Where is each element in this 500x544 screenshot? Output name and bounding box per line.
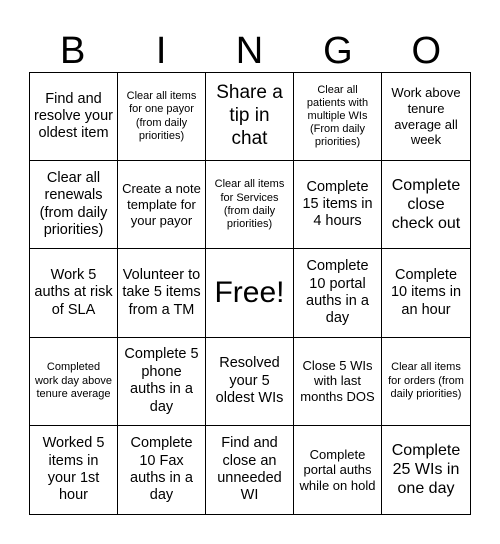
- bingo-cell[interactable]: Complete 10 portal auths in a day: [294, 249, 382, 337]
- bingo-cell[interactable]: Resolved your 5 oldest WIs: [206, 338, 294, 426]
- bingo-cell[interactable]: Clear all items for Services (from daily priorities): [206, 161, 294, 249]
- bingo-cell[interactable]: Clear all patients with multiple WIs (From daily priorities): [294, 73, 382, 161]
- bingo-cell[interactable]: Worked 5 items in your 1st hour: [30, 426, 118, 514]
- bingo-cell[interactable]: Volunteer to take 5 items from a TM: [118, 249, 206, 337]
- bingo-cell[interactable]: Complete 15 items in 4 hours: [294, 161, 382, 249]
- header-letter-i: I: [155, 30, 168, 72]
- bingo-cell[interactable]: Find and close an unneeded WI: [206, 426, 294, 514]
- bingo-cell[interactable]: Clear all renewals (from daily priorities): [30, 161, 118, 249]
- bingo-cell[interactable]: Complete 5 phone auths in a day: [118, 338, 206, 426]
- bingo-cell[interactable]: Complete close check out: [382, 161, 470, 249]
- bingo-cell[interactable]: Close 5 WIs with last months DOS: [294, 338, 382, 426]
- bingo-cell[interactable]: Share a tip in chat: [206, 73, 294, 161]
- bingo-cell[interactable]: Complete portal auths while on hold: [294, 426, 382, 514]
- bingo-cell[interactable]: Find and resolve your oldest item: [30, 73, 118, 161]
- header-letter-b: B: [60, 30, 87, 72]
- free-space-cell[interactable]: Free!: [206, 249, 294, 337]
- bingo-cell[interactable]: Completed work day above tenure average: [30, 338, 118, 426]
- bingo-cell[interactable]: Work above tenure average all week: [382, 73, 470, 161]
- bingo-cell[interactable]: Complete 25 WIs in one day: [391, 442, 461, 498]
- bingo-cell[interactable]: Complete 10 Fax auths in a day: [118, 426, 206, 514]
- header-letter-o: O: [411, 30, 443, 72]
- bingo-board: [29, 72, 471, 515]
- bingo-cell[interactable]: Work 5 auths at risk of SLA: [30, 249, 118, 337]
- bingo-cell[interactable]: Complete 10 items in an hour: [382, 249, 470, 337]
- bingo-header: [29, 30, 471, 72]
- header-letter-n: N: [235, 30, 265, 72]
- bingo-cell[interactable]: Clear all items for orders (from daily priorities): [382, 338, 470, 426]
- header-letter-g: G: [323, 30, 354, 72]
- bingo-cell[interactable]: Create a note template for your payor: [118, 161, 206, 249]
- bingo-cell[interactable]: Clear all items for one payor (from daily priorities): [118, 73, 206, 161]
